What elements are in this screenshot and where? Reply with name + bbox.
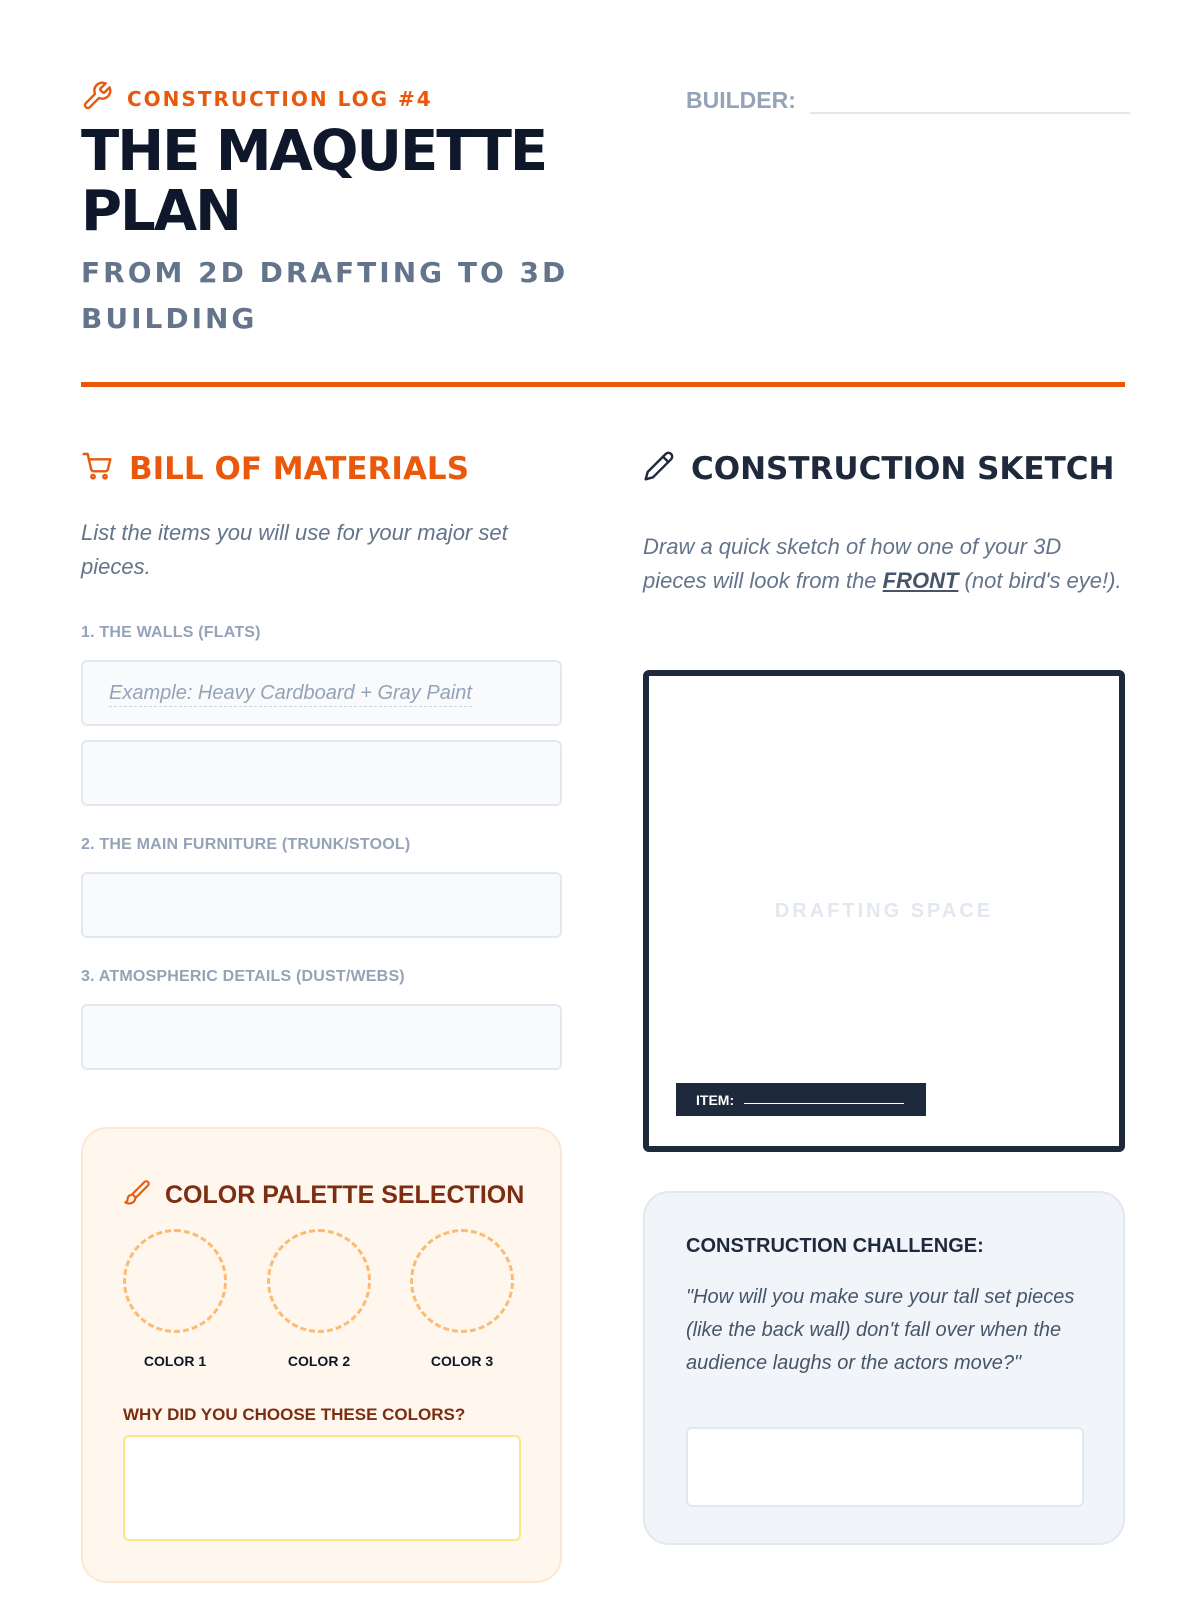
color-1-label: COLOR 1 [143,1353,207,1369]
brush-icon [123,1179,151,1212]
bom-heading [81,450,469,487]
walls-input-1[interactable] [81,660,562,726]
challenge-title: CONSTRUCTION CHALLENGE: [686,1235,984,1257]
page-title: THE MAQUETTE PLAN [81,119,547,244]
builder-row [686,86,1130,114]
bom-title: BILL OF MATERIALS [129,450,470,487]
construction-challenge-card [643,1191,1125,1545]
cart-icon [81,450,113,487]
item-tag [676,1083,926,1116]
furniture-input[interactable] [81,872,562,938]
atmosphere-label: 3. ATMOSPHERIC DETAILS (DUST/WEBS) [81,968,405,985]
drafting-space-label: DRAFTING SPACE [774,900,994,922]
page-subtitle: FROM 2D DRAFTING TO 3D BUILDING [81,256,569,335]
color-2-label: COLOR 2 [287,1353,351,1369]
walls-placeholder: Example: Heavy Cardboard + Gray Paint [109,682,472,707]
color-swatch-3[interactable] [410,1229,514,1333]
color-swatch-2[interactable] [267,1229,371,1333]
palette-title: COLOR PALETTE SELECTION [165,1181,525,1209]
drafting-canvas[interactable] [643,670,1125,1152]
walls-input-2[interactable] [81,740,562,806]
pencil-icon [643,450,675,487]
sketch-instruction [643,530,1128,598]
palette-heading [123,1179,524,1212]
item-label: ITEM: [696,1091,735,1108]
atmosphere-input[interactable] [81,1004,562,1070]
walls-label: 1. THE WALLS (FLATS) [81,624,261,641]
why-colors-input[interactable] [123,1435,521,1541]
item-field[interactable] [744,1096,904,1104]
furniture-label: 2. THE MAIN FURNITURE (TRUNK/STOOL) [81,836,411,853]
front-emphasis: FRONT [882,568,959,593]
color-swatch-1[interactable] [123,1229,227,1333]
page-header [81,80,1125,380]
sketch-title: CONSTRUCTION SKETCH [691,450,1115,487]
sketch-instruction-start: Draw a quick sketch of how one of your 3D pieces will look from the [643,534,1062,593]
builder-field[interactable] [810,86,1130,114]
bom-instruction: List the items you will use for your major set pieces. [81,520,508,579]
sketch-instruction-end: (not bird's eye!). [958,568,1122,593]
color-3-label: COLOR 3 [430,1353,494,1369]
sketch-heading [643,450,1114,487]
header-divider [81,382,1125,387]
log-number: CONSTRUCTION LOG #4 [127,86,433,111]
wrench-icon [81,80,113,117]
log-row [81,80,433,117]
challenge-answer-input[interactable] [686,1427,1084,1507]
challenge-question: "How will you make sure your tall set pieces (like the back wall) don't fall over when the audience laughs or the actors move?" [686,1286,1075,1374]
builder-label: BUILDER: [686,87,796,113]
why-colors-label: WHY DID YOU CHOOSE THESE COLORS? [123,1405,466,1424]
color-palette-card [81,1127,562,1583]
